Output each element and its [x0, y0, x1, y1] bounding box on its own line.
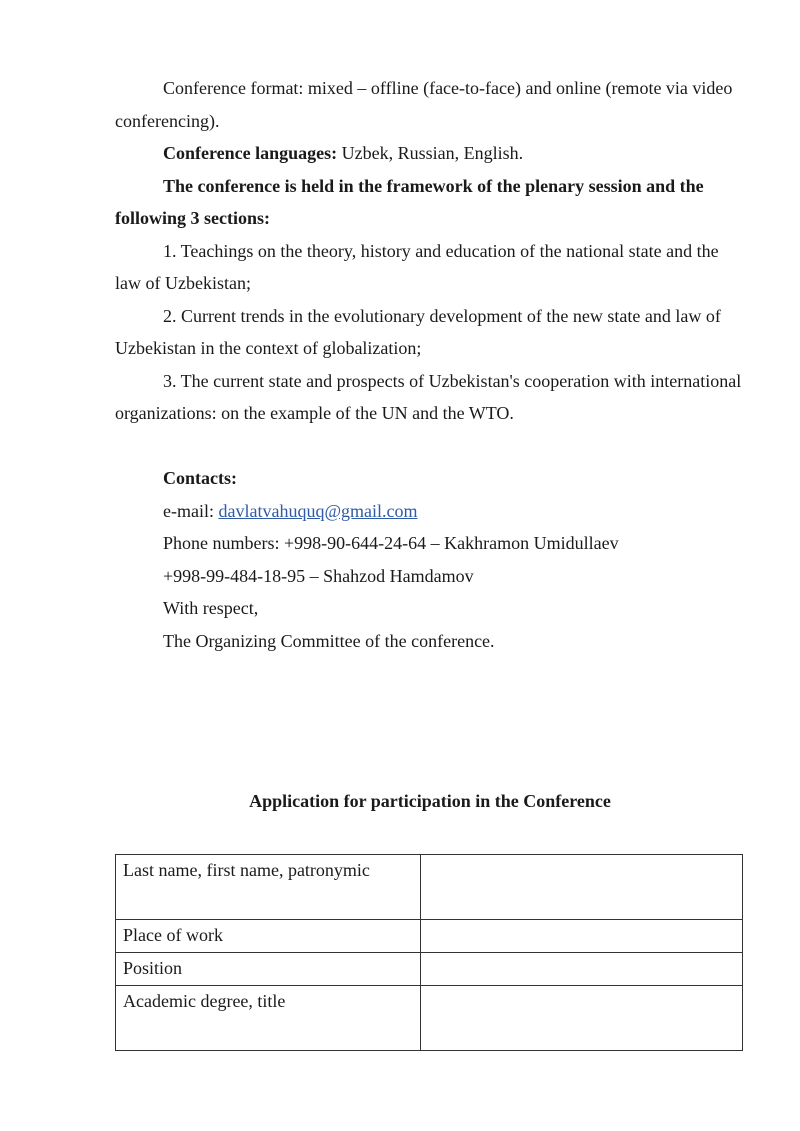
spacer	[115, 430, 745, 463]
row-value-full-name[interactable]	[421, 855, 743, 920]
application-table	[115, 854, 743, 1051]
section-item-3: 3. The current state and prospects of Uzbekistan's cooperation with international organizations: on the example of the UN and the WTO.	[115, 370, 742, 423]
conference-languages	[115, 137, 745, 170]
phone-line-1: Phone numbers: +998-90-644-24-64 – Kakhramon Umidullaev	[163, 533, 619, 553]
section-item-1: 1. Teachings on the theory, history and education of the national state and the law of Uzbekistan;	[115, 240, 719, 293]
row-label-academic-degree: Academic degree, title	[116, 986, 421, 1051]
row-label-full-name: Last name, first name, patronymic	[116, 855, 421, 920]
conference-format: Conference format: mixed – offline (face-to-face) and online (remote via video conferencing).	[115, 78, 733, 131]
row-value-place-of-work[interactable]	[421, 920, 743, 953]
contacts-heading: Contacts:	[163, 468, 237, 488]
email-line	[115, 495, 745, 528]
languages-label: Conference languages:	[163, 143, 338, 163]
sections-heading: The conference is held in the framework of the plenary session and the following 3 sections:	[115, 175, 704, 228]
signature-line: The Organizing Committee of the conference.	[163, 630, 495, 651]
row-label-place-of-work: Place of work	[116, 920, 421, 953]
closing-line: With respect,	[163, 598, 259, 618]
row-label-position: Position	[116, 953, 421, 986]
phone-line-2: +998-99-484-18-95 – Shahzod Hamdamov	[163, 565, 474, 586]
row-value-academic-degree[interactable]	[421, 986, 743, 1051]
application-title: Application for participation in the Conference	[249, 791, 611, 811]
table-row	[116, 855, 743, 920]
languages-value: Uzbek, Russian, English.	[337, 143, 524, 163]
table-row	[116, 953, 743, 986]
table-row	[116, 986, 743, 1051]
email-label: e-mail:	[163, 500, 219, 521]
email-link[interactable]: davlatvahuquq@gmail.com	[218, 500, 418, 521]
table-row	[116, 920, 743, 953]
section-item-2: 2. Current trends in the evolutionary development of the new state and law of Uzbekistan in the context of globalization;	[115, 305, 721, 358]
row-value-position[interactable]	[421, 953, 743, 986]
document-page	[115, 72, 745, 1011]
